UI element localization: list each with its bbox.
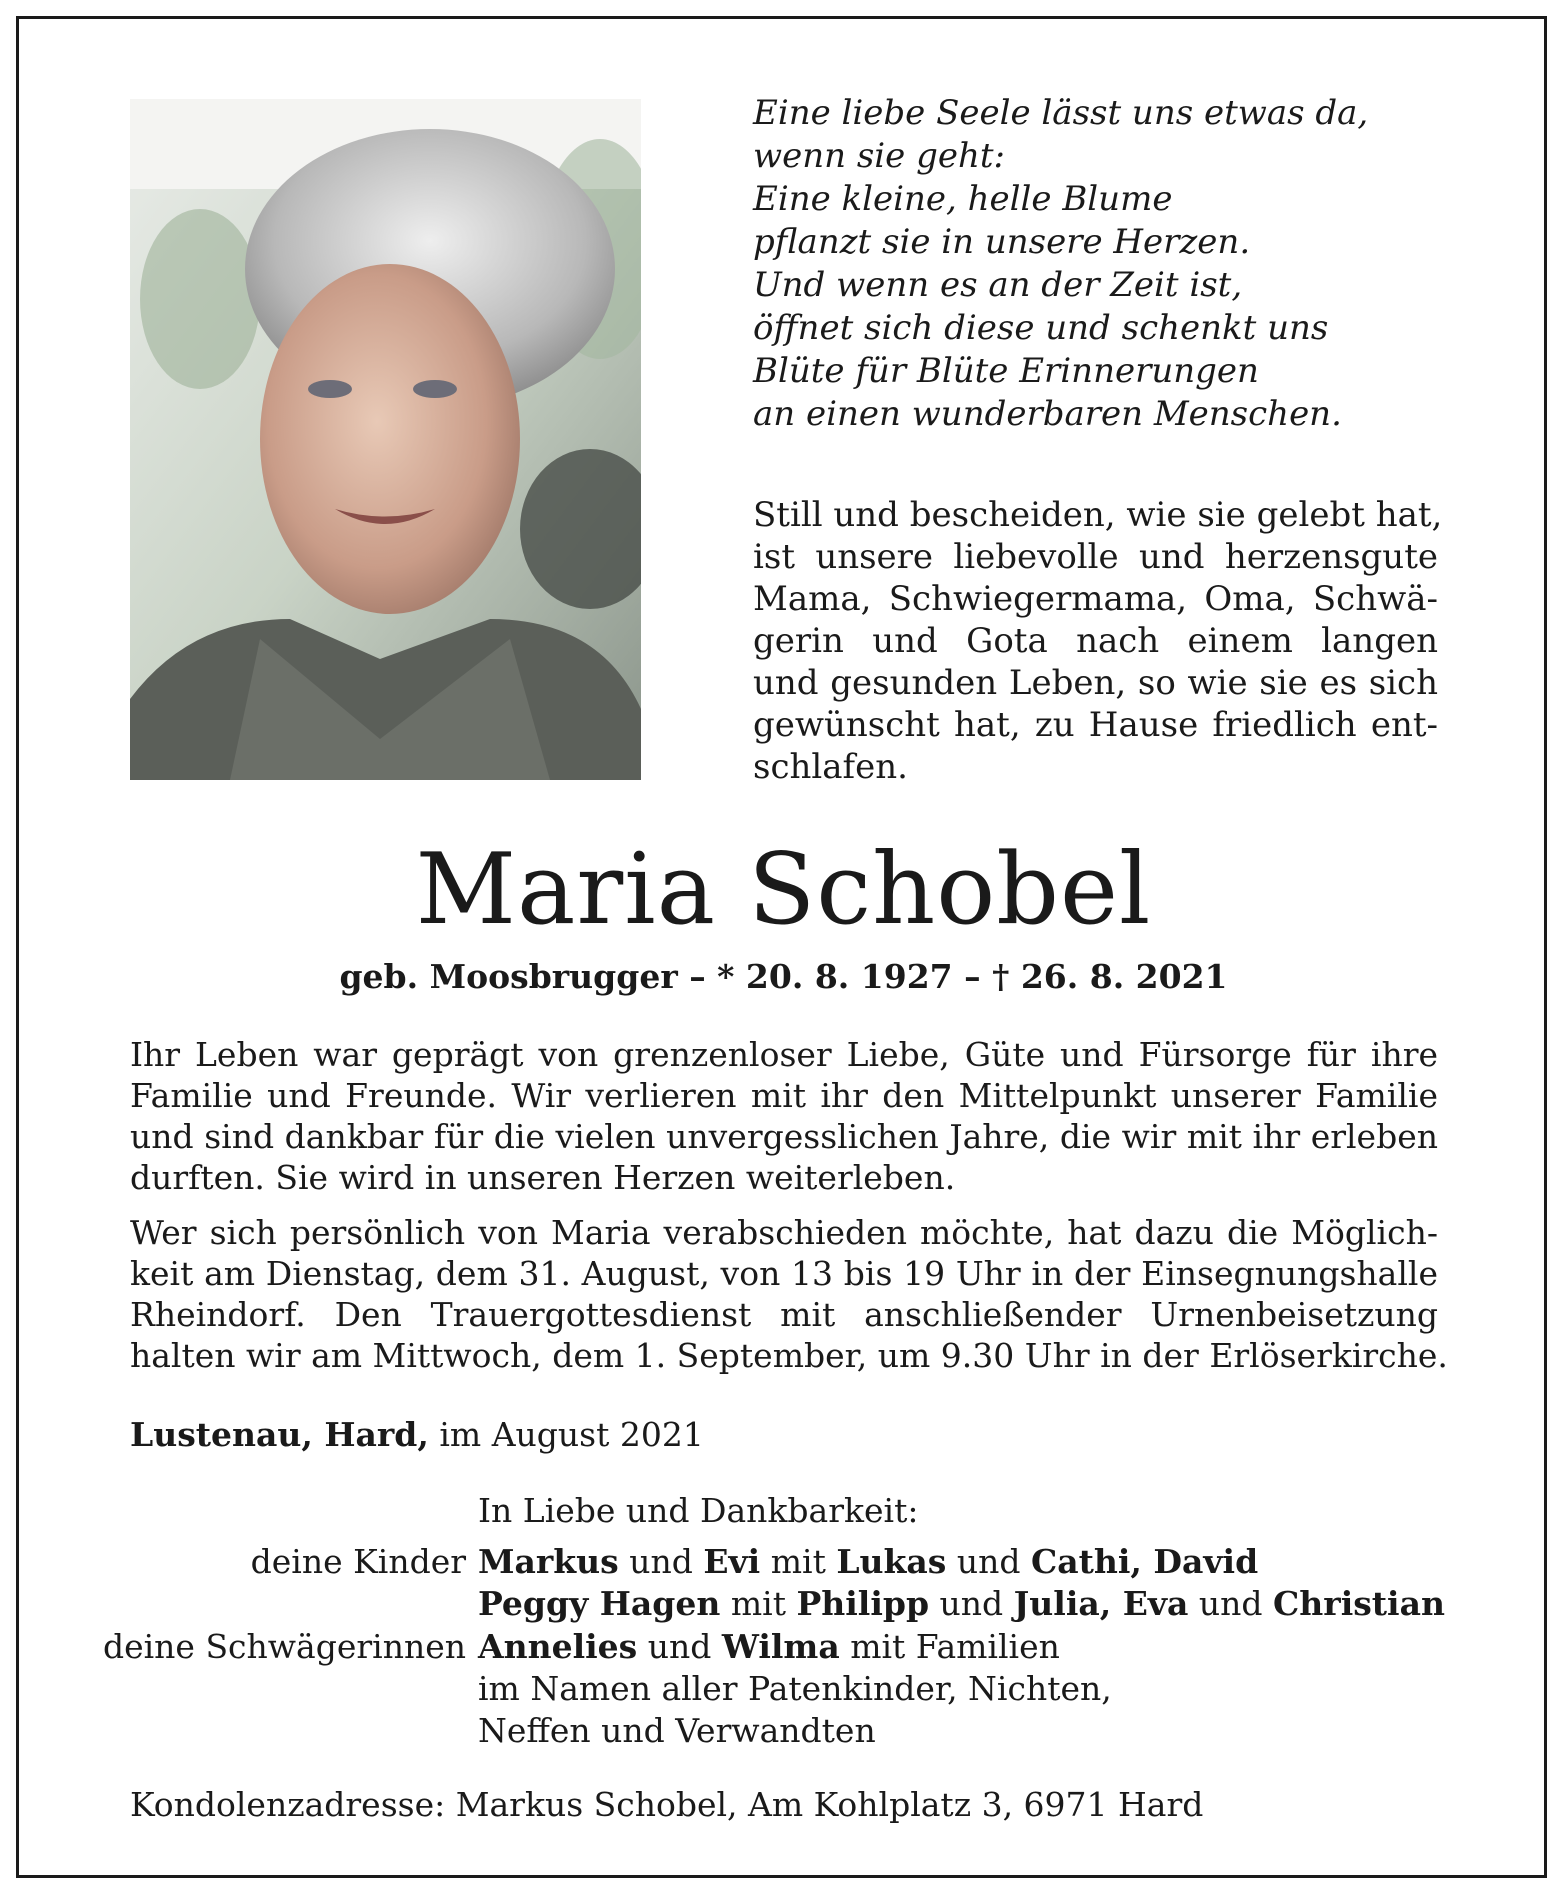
poem-line: Und wenn es an der Zeit ist,: [753, 265, 1243, 305]
sisters-label: deine Schwägerinnen: [102, 1627, 466, 1666]
children-line: Peggy Hagen mit Philipp und Julia, Eva und Christian: [478, 1584, 1445, 1623]
farewell-line: Rheindorf. Den Trauergottesdienst mit anschließender Urnenbeisetzung: [130, 1295, 1438, 1334]
birth-death-dates: geb. Moosbrugger – * 20. 8. 1927 – † 26. 8. 2021: [339, 957, 1228, 996]
tribute-line: Familie und Freunde. Wir verlieren mit ihr den Mittelpunkt unserer Familie: [130, 1076, 1438, 1115]
poem-line: öffnet sich diese und schenkt uns: [753, 308, 1329, 348]
tribute-paragraph: [130, 1034, 1438, 1198]
poem-line: Eine liebe Seele lässt uns etwas da,: [753, 93, 1369, 133]
intro-line: gerin und Gota nach einem langen: [753, 621, 1438, 661]
farewell-paragraph: [130, 1212, 1448, 1376]
poem-line: Blüte für Blüte Erinnerungen: [753, 351, 1259, 391]
condolence-address: Kondolenzadresse: Markus Schobel, Am Kohlplatz 3, 6971 Hard: [130, 1785, 1204, 1824]
intro-line: Mama, Schwiegermama, Oma, Schwä-: [753, 579, 1438, 619]
poem-line: Eine kleine, helle Blume: [753, 179, 1173, 219]
intro-text: [753, 494, 1443, 788]
farewell-line: halten wir am Mittwoch, dem 1. September, um 9.30 Uhr in der Erlöserkirche.: [130, 1336, 1448, 1375]
portrait-photo: [130, 99, 641, 780]
poem-line: wenn sie geht:: [753, 136, 1005, 176]
children-label: deine Kinder: [250, 1542, 466, 1581]
others-line: Neffen und Verwandten: [478, 1711, 876, 1750]
tribute-line: Ihr Leben war geprägt von grenzenloser Liebe, Güte und Fürsorge für ihre: [130, 1035, 1438, 1074]
poem: [753, 92, 1433, 436]
tribute-line: durften. Sie wird in unseren Herzen weiterleben.: [130, 1158, 956, 1197]
deceased-name: Maria Schobel: [415, 833, 1152, 947]
poem-line: an einen wunderbaren Menschen.: [753, 394, 1342, 434]
farewell-line: Wer sich persönlich von Maria verabschieden möchte, hat dazu die Möglich-: [130, 1213, 1438, 1252]
sisters-line: Annelies und Wilma mit Familien: [478, 1627, 1060, 1666]
place-date: [130, 1415, 704, 1455]
intro-line: und gesunden Leben, so wie sie es sich: [753, 663, 1438, 703]
farewell-line: keit am Dienstag, dem 31. August, von 13 bis 19 Uhr in der Einsegnungshalle: [130, 1254, 1438, 1293]
poem-line: pflanzt sie in unsere Herzen.: [753, 222, 1251, 262]
others-line: im Namen aller Patenkinder, Nichten,: [478, 1669, 1112, 1708]
intro-line: ist unsere liebevolle und herzensgute: [753, 537, 1438, 577]
intro-line: Still und bescheiden, wie sie gelebt hat,: [753, 495, 1443, 535]
signature-intro: In Liebe und Dankbarkeit:: [478, 1491, 919, 1530]
children-line: Markus und Evi mit Lukas und Cathi, David: [478, 1542, 1259, 1581]
intro-line: schlafen.: [753, 747, 908, 787]
date-text: im August 2021: [428, 1415, 704, 1454]
intro-line: gewünscht hat, zu Hause friedlich ent-: [753, 705, 1438, 745]
tribute-line: und sind dankbar für die vielen unvergesslichen Jahre, die wir mit ihr erleben: [130, 1117, 1438, 1156]
place-names: Lustenau, Hard,: [130, 1415, 429, 1454]
